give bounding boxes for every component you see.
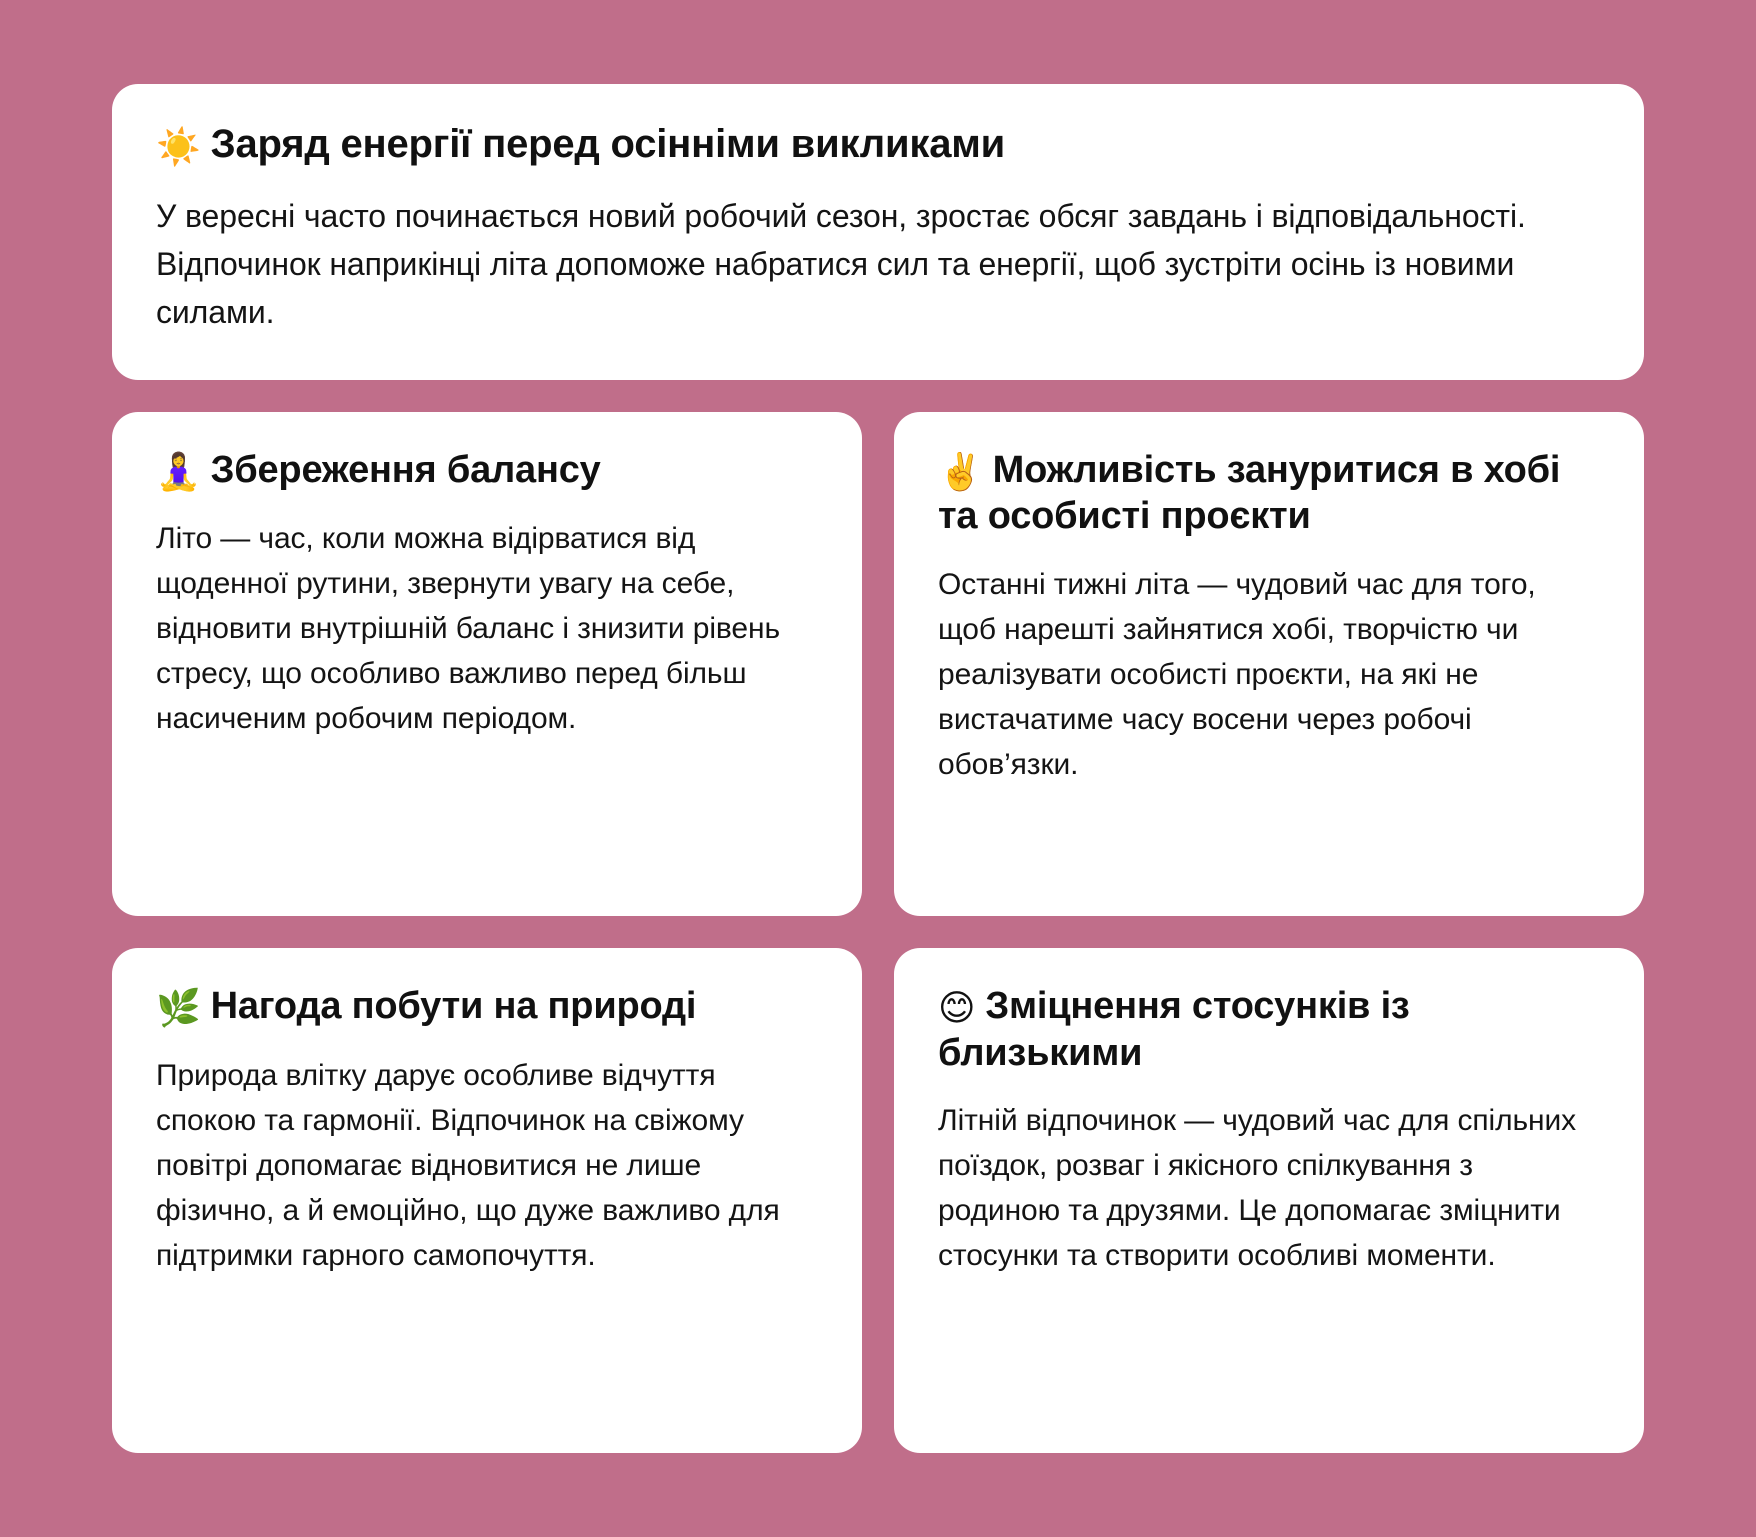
card-row-bottom bbox=[112, 948, 1644, 1453]
card-title-text: Нагода побути на природі bbox=[210, 985, 697, 1028]
victory-hand-icon: ✌️ bbox=[938, 451, 983, 493]
card-body: Останні тижні літа — чудовий час для того, щоб нарешті зайнятися хобі, творчістю чи реалізувати особисті проєкти, на які не вистачатиме часу восени через робочі обов’язки. bbox=[938, 567, 1536, 781]
card-hobby bbox=[894, 412, 1644, 917]
card-title bbox=[156, 984, 818, 1030]
card-title-text: Зміцнення стосунків із близькими bbox=[938, 985, 1410, 1074]
card-body: Літо — час, коли можна відірватися від щоденної рутини, звернути увагу на себе, відновити внутрішній баланс і знизити рівень стресу, що особливо важливо перед більш насиченим робочим періодом. bbox=[156, 522, 781, 736]
card-title bbox=[938, 448, 1600, 540]
card-title-text: Збереження балансу bbox=[210, 448, 601, 491]
sun-icon: ☀️ bbox=[156, 127, 201, 168]
card-title-text: Заряд енергії перед осінніми викликами bbox=[210, 122, 1006, 166]
card-row-middle bbox=[112, 412, 1644, 917]
card-body: У вересні часто починається новий робочий сезон, зростає обсяг завдань і відповідальності. Відпочинок наприкінці літа допоможе набратися сил та енергії, щоб зустріти осінь із новими силами. bbox=[156, 197, 1526, 330]
card-row-top bbox=[112, 84, 1644, 380]
card-nature bbox=[112, 948, 862, 1453]
card-relationships bbox=[894, 948, 1644, 1453]
card-title bbox=[156, 448, 818, 494]
card-balance bbox=[112, 412, 862, 917]
card-title-text: Можливість зануритися в хобі та особисті проєкти bbox=[938, 448, 1561, 538]
smiling-face-icon: 😊 bbox=[938, 988, 976, 1030]
card-title bbox=[156, 120, 1600, 170]
meditation-icon: 🧘‍♀️ bbox=[156, 451, 201, 493]
herb-icon: 🌿 bbox=[156, 988, 201, 1030]
card-body: Літній відпочинок — чудовий час для спільних поїздок, розваг і якісного спілкування з родиною та друзями. Це допомагає зміцнити стосунки та створити особливі моменти. bbox=[938, 1104, 1577, 1273]
card-energy-boost bbox=[112, 84, 1644, 380]
card-body: Природа влітку дарує особливе відчуття спокою та гармонії. Відпочинок на свіжому повітрі допомагає відновитися не лише фізично, а й емоційно, що дуже важливо для підтримки гарного самопочуття. bbox=[156, 1058, 780, 1272]
card-title bbox=[938, 984, 1600, 1076]
